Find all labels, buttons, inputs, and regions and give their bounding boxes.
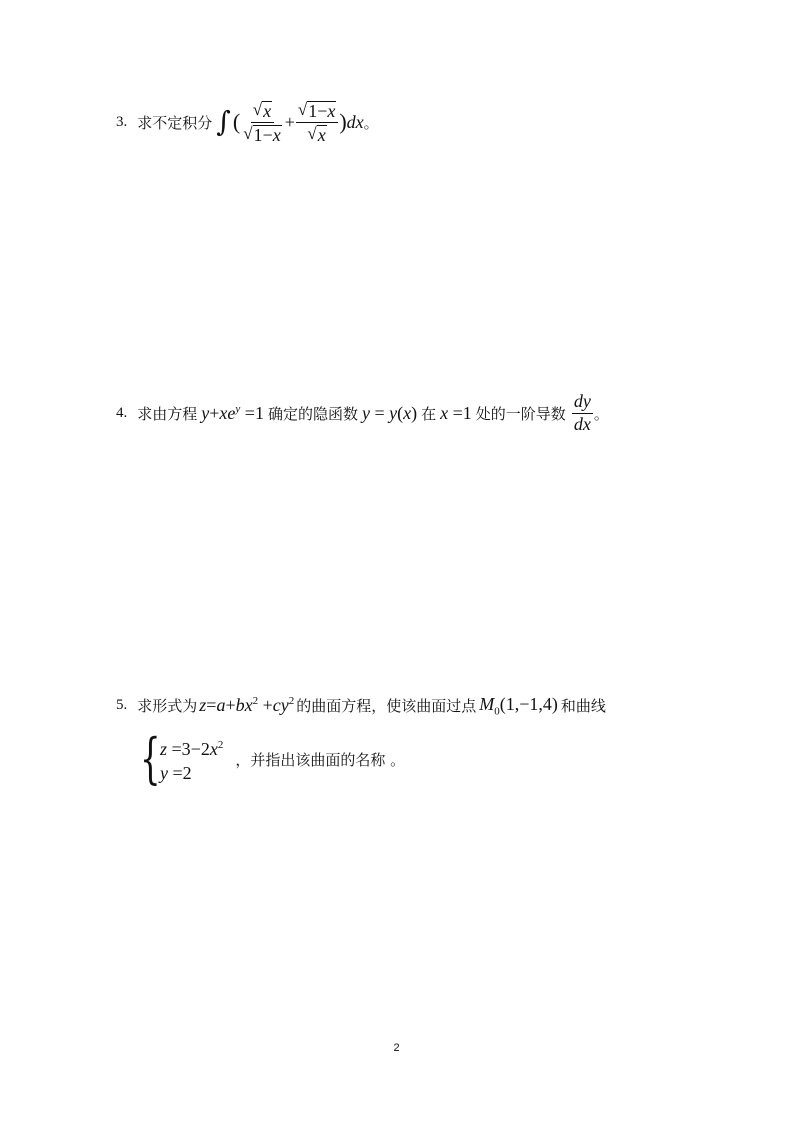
derivative-fraction: $\frac{dy}{dx}$	[573, 391, 591, 434]
integral-sign: ∫	[216, 105, 231, 139]
problem-text-line2: ，并指出该曲面的名称 。	[235, 750, 406, 769]
problem-4: 4. 求由方程 $y+xe^y =1$ 确定的隐函数 y = y(x) 在 x =1 处的一阶导数 $\frac{dy}{dx}$ 。	[116, 391, 609, 434]
implicit-function: y = y(x)	[361, 402, 418, 423]
page-number: 2	[393, 1042, 400, 1054]
point-condition: x =1	[440, 402, 472, 423]
surface-form: $z=a+bx^2 +cy^2$	[199, 695, 295, 716]
fraction: √ 1−x √ x	[296, 100, 339, 145]
problem-number: 5.	[116, 697, 128, 714]
left-brace: {	[140, 727, 161, 790]
point-m0: $M_0(1,-1,4)$	[479, 694, 558, 718]
fraction: √ x √ 1−x	[243, 100, 281, 145]
integral-expression: ∫ ( √ x √ 1−x + √ 1−x √ x ) dx	[216, 100, 364, 145]
problem-5: 5. 求形式为 $z=a+bx^2 +cy^2$ 的曲面方程，使该曲面过点 $M_0(1,-1,4)$ 和曲线	[116, 694, 606, 718]
curve-system: { $z =3-2x^2$ y =2 ，并指出该曲面的名称 。	[140, 727, 406, 790]
problem-number: 4.	[116, 404, 128, 421]
problem-number: 3.	[116, 113, 128, 130]
problem-text: 求不定积分	[137, 113, 213, 132]
equation: $y+xe^y =1$	[201, 402, 264, 423]
problem-3: 3. 求不定积分 ∫ ( √ x √ 1−x + √ 1−x √ x ) dx 。	[116, 100, 379, 145]
